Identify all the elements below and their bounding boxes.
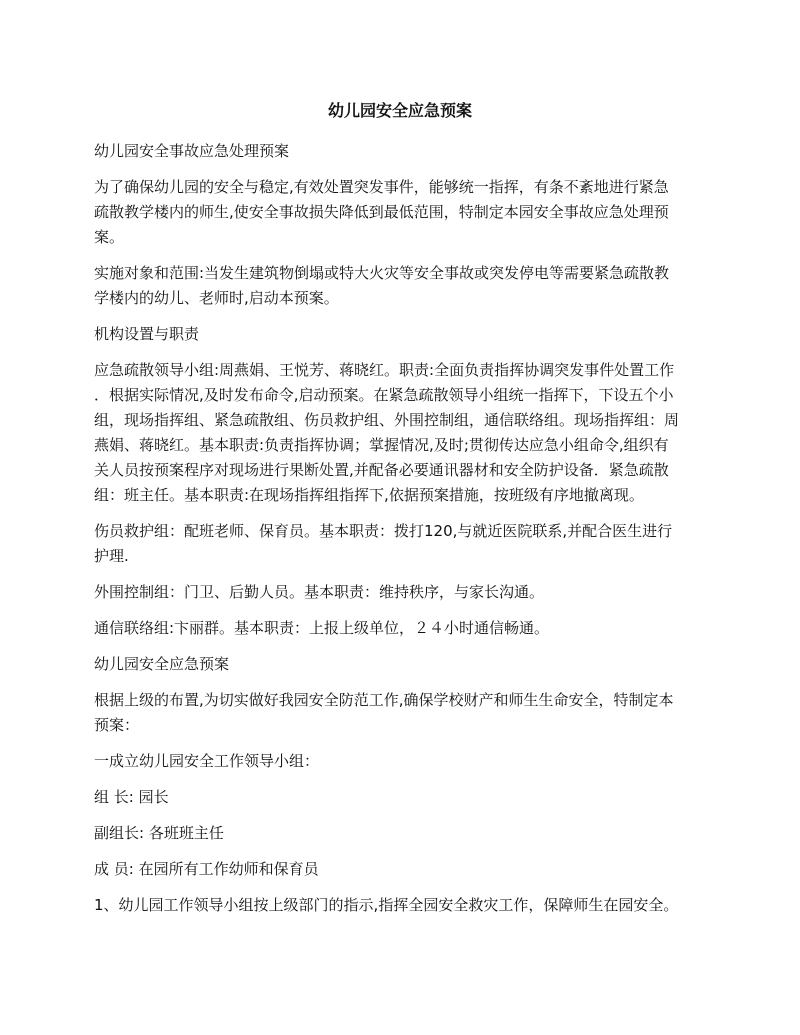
paragraph bbox=[94, 175, 704, 250]
text-line: 实施对象和范围:当发生建筑物倒塌或特大火灾等安全事故或突发停电等需要紧急疏散教 bbox=[94, 264, 670, 282]
text-line: 燕娟、蒋晓红。基本职责:负责指挥协调；掌握情况,及时;贯彻传达应急小组命令,组织有 bbox=[94, 436, 669, 454]
text-line: 幼儿园安全事故应急处理预案 bbox=[94, 142, 290, 160]
text-line: 伤员救护组：配班老师、保育员。基本职责：拨打120,与就近医院联系,并配合医生进行 bbox=[94, 522, 673, 540]
paragraph bbox=[94, 261, 704, 311]
paragraph bbox=[94, 519, 704, 569]
text-line: 机构设置与职责 bbox=[94, 325, 200, 343]
paragraph bbox=[94, 322, 704, 347]
text-line: 副组长: 各班班主任 bbox=[94, 824, 224, 842]
text-line: 疏散教学楼内的师生,使安全事故损失降低到最低范围，特制定本园安全事故应急处理预 bbox=[94, 203, 669, 221]
text-line: 一成立幼儿园安全工作领导小组： bbox=[94, 752, 320, 770]
text-line: 预案： bbox=[94, 716, 140, 734]
text-line: 幼儿园安全应急预案 bbox=[94, 655, 230, 673]
paragraph bbox=[94, 821, 704, 846]
text-line: 组 长: 园长 bbox=[94, 788, 169, 806]
paragraph bbox=[94, 139, 704, 164]
paragraph bbox=[94, 893, 704, 918]
paragraph bbox=[94, 580, 704, 605]
paragraph bbox=[94, 785, 704, 810]
text-line: 案。 bbox=[94, 228, 125, 246]
text-line: 护理. bbox=[94, 547, 129, 565]
paragraph bbox=[94, 857, 704, 882]
document-title: 幼儿园安全应急预案 bbox=[327, 101, 472, 120]
text-line: 应急疏散领导小组:周燕娟、王悦芳、蒋晓红。职责:全面负责指挥协调突发事件处置工作 bbox=[94, 361, 675, 379]
paragraph bbox=[94, 358, 704, 508]
text-line: 通信联络组:卞丽群。基本职责：上报上级单位，２４小时通信畅通。 bbox=[94, 619, 550, 637]
paragraph bbox=[94, 749, 704, 774]
paragraph bbox=[94, 616, 704, 641]
text-line: 关人员按预案程序对现场进行果断处置,并配备必要通讯器材和安全防护设备．紧急疏散 bbox=[94, 461, 669, 479]
paragraph bbox=[94, 652, 704, 677]
text-line: 为了确保幼儿园的安全与稳定,有效处置突发事件，能够统一指挥，有条不紊地进行紧急 bbox=[94, 178, 669, 196]
text-line: ．根据实际情况,及时发布命令,启动预案。在紧急疏散领导小组统一指挥下，下设五个小 bbox=[94, 386, 674, 404]
text-line: 外围控制组：门卫、后勤人员。基本职责：维持秩序，与家长沟通。 bbox=[94, 583, 545, 601]
text-line: 组：班主任。基本职责:在现场指挥组指挥下,依据预案措施，按班级有序地撤离现。 bbox=[94, 486, 644, 504]
text-line: 学楼内的幼儿、老师时,启动本预案。 bbox=[94, 289, 339, 307]
text-line: 根据上级的布置,为切实做好我园安全防范工作,确保学校财产和师生生命安全，特制定本 bbox=[94, 691, 674, 709]
paragraph bbox=[94, 688, 704, 738]
text-line: 组，现场指挥组、紧急疏散组、伤员救护组、外围控制组，通信联络组。现场指挥组：周 bbox=[94, 411, 680, 429]
text-line: 成 员: 在园所有工作幼师和保育员 bbox=[94, 860, 319, 878]
document-body bbox=[94, 139, 704, 929]
text-line: 1、幼儿园工作领导小组按上级部门的指示,指挥全园安全救灾工作，保障师生在园安全。 bbox=[94, 896, 679, 914]
